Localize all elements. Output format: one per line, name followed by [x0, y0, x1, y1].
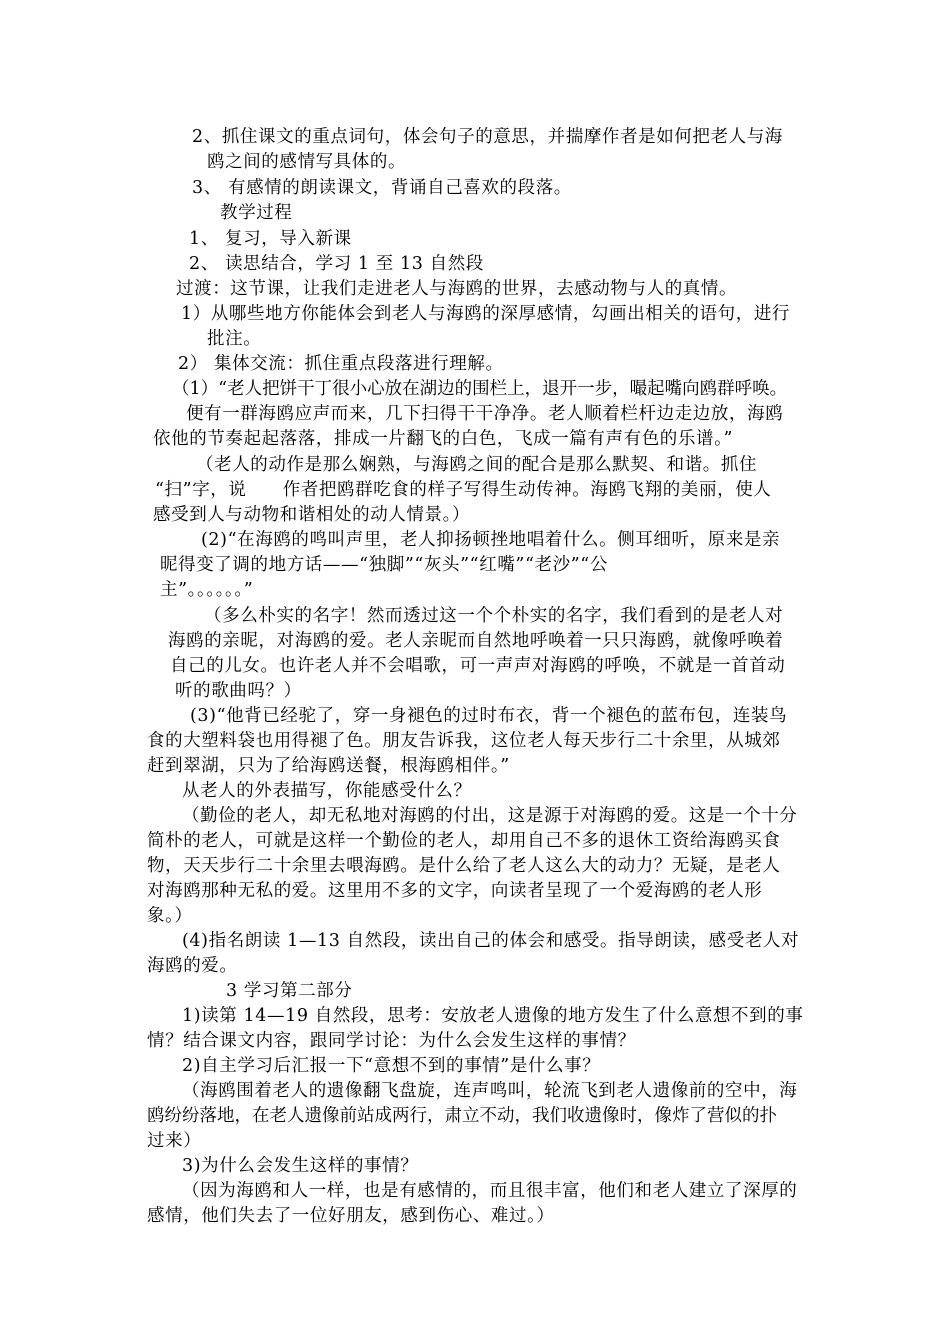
analysis-1-line-3: 感受到人与动物和谐相处的动人情景。）	[153, 505, 471, 525]
analysis-1-line-2: “扫”字，说 作者把鸥群吃食的样子写得生动传神。海鸥飞翔的美丽，使人	[155, 480, 772, 500]
part2-q1-line-1: 1)读第 14—19 自然段，思考：安放老人遗像的地方发生了什么意想不到的事	[182, 1006, 804, 1026]
quote-3-line-2: 食的大塑料袋也用得褪了色。朋友告诉我，这位老人每天步行二十余里，从城郊	[147, 731, 781, 751]
quote-1-line-1: （1）“老人把饼干丁很小心放在湖边的围栏上，退开一步，嘬起嘴向鸥群呼唤。	[172, 379, 788, 399]
transition-line: 过渡：这节课，让我们走进老人与海鸥的世界，去感动物与人的真情。	[176, 279, 738, 299]
part2-q3: 3)为什么会发生这样的事情？	[182, 1156, 419, 1176]
analysis-2-line-1: （多么朴实的名字！然而透过这一个个朴实的名字，我们看到的是老人对	[204, 606, 784, 626]
analysis-2-line-4: 听的歌曲吗？）	[175, 681, 302, 701]
part2-q2: 2)自主学习后汇报一下“意想不到的事情”是什么事？	[182, 1056, 601, 1076]
analysis-3-line-3: 物，天天步行二十余里去喂海鸥。是什么给了老人这么大的动力？无疑，是老人	[147, 856, 781, 876]
analysis-2-line-3: 自己的儿女。也许老人并不会唱歌，可一声声对海鸥的呼唤，不就是一首首动	[170, 656, 786, 676]
part2-a2-line-2: 鸥纷纷落地，在老人遗像前站成两行，肃立不动，我们收遗像时，像炸了营似的扑	[147, 1106, 777, 1126]
part2-q1-line-2: 情？结合课文内容，跟同学讨论：为什么会发生这样的事情？	[147, 1031, 636, 1051]
question-1-line-2: 批注。	[207, 329, 262, 349]
analysis-2-line-2: 海鸥的亲昵，对海鸥的爱。老人亲昵而自然地呼唤着一只只海鸥，就像呼唤着	[168, 631, 784, 651]
part2-a2-line-3: 过来）	[147, 1131, 202, 1151]
quote-2-line-2: 昵得变了调的地方话——“独脚”“灰头”“红嘴”“老沙”“公	[160, 555, 608, 575]
analysis-3-line-4: 对海鸥那种无私的爱。这里用不多的文字，向读者呈现了一个爱海鸥的老人形	[147, 881, 763, 901]
appearance-question: 从老人的外表描写，你能感受什么？	[182, 781, 472, 801]
part2-a3-line-2: 感情，他们失去了一位好朋友，感到伤心、难过。）	[147, 1206, 555, 1226]
analysis-3-line-2: 简朴的老人，可就是这样一个勤俭的老人，却用自己不多的退休工资给海鸥买食	[147, 831, 781, 851]
objective-2-line-1: 2、抓住课文的重点词句，体会句子的意思，并揣摩作者是如何把老人与海	[192, 127, 783, 147]
section-heading-part-2: 3 学习第二部分	[226, 981, 353, 1001]
analysis-3-line-1: （勤俭的老人，却无私地对海鸥的付出，这是源于对海鸥的爱。这是一个十分	[182, 806, 798, 826]
step-1: 1、 复习，导入新课	[189, 229, 352, 249]
reading-4-line-1: (4)指名朗读 1—13 自然段，读出自己的体会和感受。指导朗读，感受老人对	[182, 931, 800, 951]
part2-a3-line-1: （因为海鸥和人一样，也是有感情的，而且很丰富，他们和老人建立了深厚的	[182, 1181, 798, 1201]
step-2: 2、 读思结合，学习 1 至 13 自然段	[189, 254, 484, 274]
objective-2-line-2: 鸥之间的感情写具体的。	[207, 152, 407, 172]
quote-1-line-3: 依他的节奏起起落落，排成一片翻飞的白色，飞成一篇有声有色的乐谱。”	[153, 429, 733, 449]
section-heading-teaching-process: 教学过程	[220, 203, 293, 223]
analysis-1-line-1: （老人的动作是那么娴熟，与海鸥之间的配合是那么默契、和谐。抓住	[196, 455, 758, 475]
group-discussion: 2） 集体交流：抓住重点段落进行理解。	[178, 354, 504, 374]
reading-4-line-2: 海鸥的爱。	[147, 956, 238, 976]
quote-2-line-3: 主”。。。。。。”	[160, 580, 254, 600]
quote-3-line-1: (3)“他背已经驼了，穿一身褪色的过时布衣，背一个褪色的蓝布包，连装鸟	[190, 706, 788, 726]
quote-1-line-2: 便有一群海鸥应声而来，几下扫得干干净净。老人顺着栏杆边走边放，海鸥	[186, 404, 784, 424]
quote-2-line-1: (2)“在海鸥的鸣叫声里，老人抑扬顿挫地唱着什么。侧耳细听，原来是亲	[201, 530, 781, 550]
quote-3-line-3: 赶到翠湖，只为了给海鸥送餐，根海鸥相伴。”	[147, 756, 510, 776]
question-1-line-1: 1）从哪些地方你能体会到老人与海鸥的深厚感情，勾画出相关的语句，进行	[181, 304, 791, 324]
part2-a2-line-1: （海鸥围着老人的遗像翻飞盘旋，连声鸣叫，轮流飞到老人遗像前的空中，海	[182, 1081, 798, 1101]
objective-3: 3、 有感情的朗读课文，背诵自己喜欢的段落。	[192, 178, 572, 198]
analysis-3-line-5: 象。）	[147, 906, 193, 926]
